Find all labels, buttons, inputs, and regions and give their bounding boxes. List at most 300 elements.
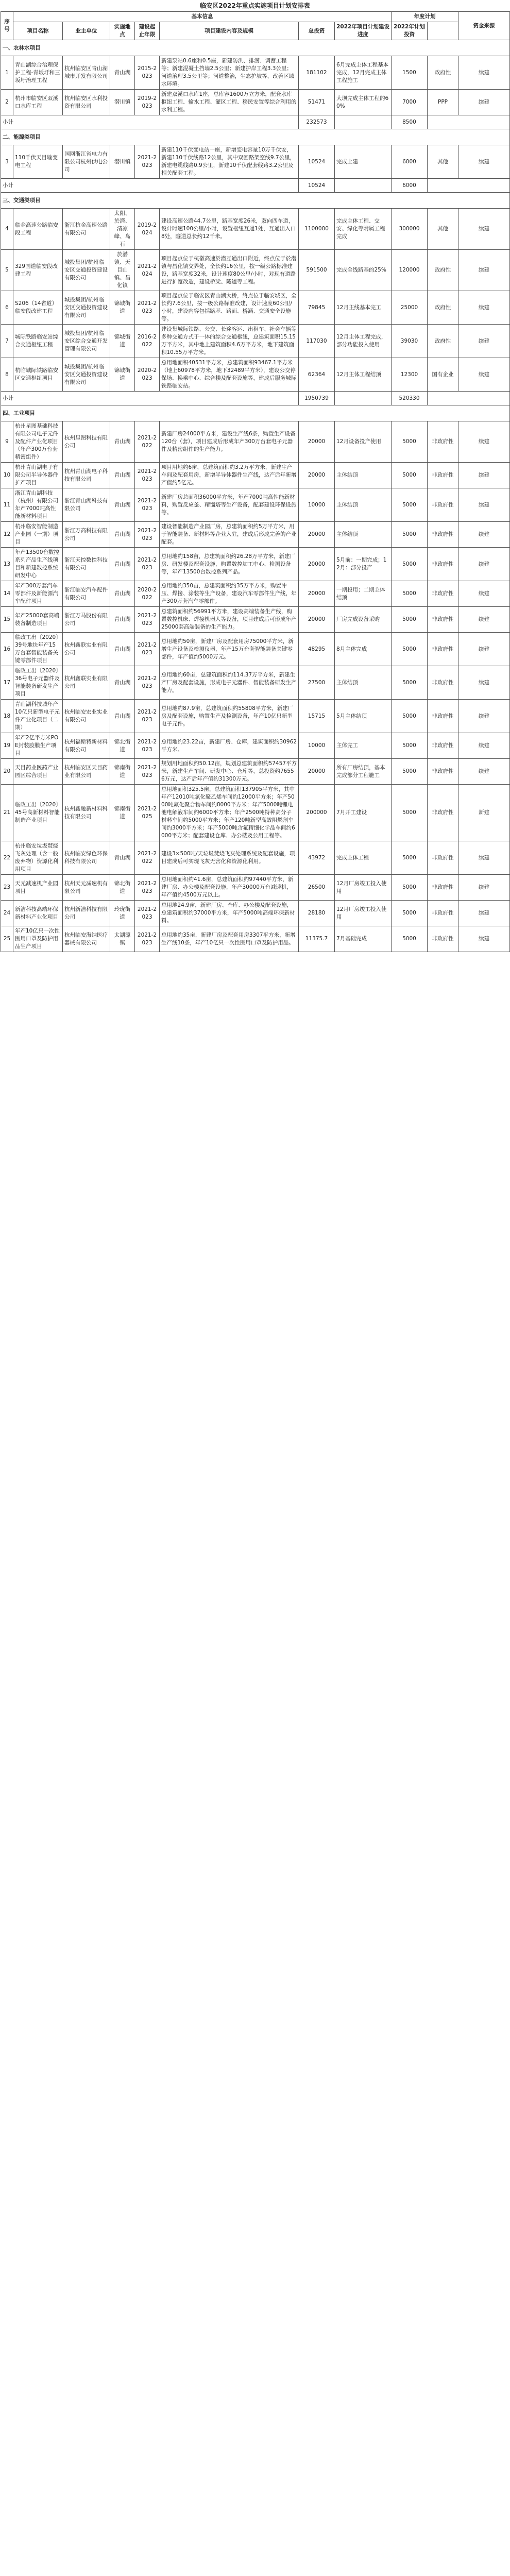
- stage: 续建: [458, 607, 510, 633]
- total-investment: 591500: [299, 250, 335, 291]
- total-investment: 200000: [299, 785, 335, 841]
- content: 新建双溪口水库1座，总库容1600万立方米，配套水库枢纽工程、输水工程、灌区工程、移民安置等综合利用的水利工程。: [160, 90, 299, 115]
- location: 青山湖: [110, 421, 135, 463]
- planned-investment: 5000: [392, 700, 428, 733]
- fund-source: 非政府性: [428, 841, 458, 875]
- planned-investment: 5000: [392, 463, 428, 488]
- stage: 续建: [458, 926, 510, 952]
- subtotal-blank: [428, 179, 510, 193]
- planned-investment: 5000: [392, 785, 428, 841]
- planned-investment: 39030: [392, 325, 428, 358]
- fund-source: 非政府性: [428, 700, 458, 733]
- table-row: [1, 841, 510, 875]
- table-row: [1, 421, 510, 463]
- progress: 8月主体完成: [335, 633, 392, 666]
- progress: 12月厂房竣工投入使用: [335, 901, 392, 926]
- location: 青山湖: [110, 548, 135, 581]
- subtotal-blank: [335, 179, 392, 193]
- progress: 大坝完成主体工程的60%: [335, 90, 392, 115]
- table-row: [1, 325, 510, 358]
- period: 2019-2023: [135, 90, 160, 115]
- location: 青山湖: [110, 56, 135, 90]
- project-name: 临政工出〔2020〕45号高新材料智能制造产业项目: [13, 785, 63, 841]
- progress: 12月主线基本完工: [335, 291, 392, 325]
- section-header-row: [1, 40, 510, 56]
- owner-unit: 杭州天元减速机有限公司: [63, 875, 110, 901]
- location: 青山湖: [110, 841, 135, 875]
- section-label: 一、农林水项目: [1, 40, 510, 56]
- subtotal-invest: 8500: [392, 115, 428, 129]
- stage: 续建: [458, 421, 510, 463]
- owner-unit: 杭州鑫联实业有限公司: [63, 633, 110, 666]
- planned-investment: 5000: [392, 581, 428, 607]
- stage: 续建: [458, 250, 510, 291]
- progress: 完成全线路基的25%: [335, 250, 392, 291]
- owner-unit: 杭州新洁科技有限公司: [63, 901, 110, 926]
- total-investment: 20000: [299, 421, 335, 463]
- stage: 续建: [458, 875, 510, 901]
- location: 锦城街道: [110, 358, 135, 392]
- period: 2021-2022: [135, 841, 160, 875]
- total-investment: 20000: [299, 759, 335, 785]
- project-name: 天元减速机产业园项目: [13, 875, 63, 901]
- subtotal-total: 232573: [299, 115, 335, 129]
- row-number: 25: [1, 926, 13, 952]
- progress: 完成主体工程、交安、绿化等附属工程完成: [335, 209, 392, 250]
- table-row: [1, 548, 510, 581]
- project-name: 浙江青山湖科技（杭州）有限公司年产7000吨高性能新材料项目: [13, 488, 63, 522]
- row-number: 15: [1, 607, 13, 633]
- content: 新建泵站0.6座和0.5座，新建防洪、排涝、调蓄工程等；新建混凝土挡墙2.5公里；新建护岸工程3.3公里；河道治理3.5公里等；河道整治，生态护坡等，改善区域水环境。: [160, 56, 299, 90]
- content: 新建厂房24000平方米，建设生产线6条，购置生产设备120台（套），项目建成后形成年产300万台套电子元器件及精密组件的生产能力。: [160, 421, 299, 463]
- section-label: 三、交通类项目: [1, 193, 510, 209]
- content: 项目起点位于临安区青山湖大桥，终点位于临安城区，全长约7.6公里，按一级公路标准改建，设计速度60公里/小时，建设内容包括路基、路面、桥涵、交通安全设施等。: [160, 291, 299, 325]
- table-row: [1, 875, 510, 901]
- project-name: S206（14省道）临安段改建工程: [13, 291, 63, 325]
- period: 2020-2023: [135, 358, 160, 392]
- total-investment: 20000: [299, 581, 335, 607]
- content: 总建筑面积约56991平方米，建设高端装备生产线，购置数控机床、焊接机器人等设备，项目建成后可形成年产25000套高端装备的生产能力。: [160, 607, 299, 633]
- progress: 12月主体工程完成，部分功能投入使用: [335, 325, 392, 358]
- owner-unit: 城投集团/杭州临安区综合交通开发管理有限公司: [63, 325, 110, 358]
- fund-source: 非政府性: [428, 548, 458, 581]
- row-number: 10: [1, 463, 13, 488]
- total-investment: 20000: [299, 463, 335, 488]
- table-row: [1, 926, 510, 952]
- period: 2021-2023: [135, 733, 160, 759]
- total-investment: 20000: [299, 548, 335, 581]
- total-investment: 26500: [299, 875, 335, 901]
- location: 太湖源镇: [110, 926, 135, 952]
- progress: 12月主体工程结顶: [335, 358, 392, 392]
- location: 青山湖: [110, 666, 135, 700]
- location: 潜川镇: [110, 90, 135, 115]
- total-investment: 62364: [299, 358, 335, 392]
- progress: 厂房完成设备采购: [335, 607, 392, 633]
- period: 2021-2023: [135, 633, 160, 666]
- subtotal-label: 小计: [1, 179, 299, 193]
- plan-table-body: [1, 40, 510, 952]
- fund-source: 其他: [428, 145, 458, 179]
- header-basic-info: 基本信息: [13, 12, 392, 22]
- total-investment: 43972: [299, 841, 335, 875]
- owner-unit: 杭州临安区青山湖城市开发有限公司: [63, 56, 110, 90]
- planned-investment: 5000: [392, 901, 428, 926]
- planned-investment: 5000: [392, 607, 428, 633]
- project-name: 杭州临安智能制造产业园（一期）项目: [13, 522, 63, 548]
- subtotal-row: [1, 115, 510, 129]
- row-number: 23: [1, 875, 13, 901]
- location: 青山湖: [110, 633, 135, 666]
- row-number: 21: [1, 785, 13, 841]
- total-investment: 51471: [299, 90, 335, 115]
- table-row: [1, 633, 510, 666]
- period: 2021-2023: [135, 291, 160, 325]
- total-investment: 10524: [299, 145, 335, 179]
- location: 青山湖: [110, 463, 135, 488]
- stage: 续建: [458, 145, 510, 179]
- row-number: 18: [1, 700, 13, 733]
- header-period: 建设起止年限: [135, 22, 160, 40]
- owner-unit: 城投集团/杭州临安区交通投资建设有限公司: [63, 358, 110, 392]
- table-row: [1, 209, 510, 250]
- planned-investment: 5000: [392, 875, 428, 901]
- location: 锦北街道: [110, 733, 135, 759]
- fund-source: 非政府性: [428, 759, 458, 785]
- stage: 续建: [458, 581, 510, 607]
- table-row: [1, 488, 510, 522]
- period: 2021-2022: [135, 421, 160, 463]
- owner-unit: 浙江临安汽车配件有限公司: [63, 581, 110, 607]
- project-name: 临政工出〔2020〕39号地块年产15万台套智能装备关键零部件项目: [13, 633, 63, 666]
- table-row: [1, 463, 510, 488]
- project-name: 年产10亿只一次性医用口罩及防护用品生产项目: [13, 926, 63, 952]
- subtotal-total: 10524: [299, 179, 335, 193]
- project-name: 新洁科技高端环保新材料产业化项目: [13, 901, 63, 926]
- total-investment: 15715: [299, 700, 335, 733]
- row-number: 5: [1, 250, 13, 291]
- content: 项目用地约6亩，总建筑面积约3.2万平方米，新建生产车间及配套用房，新增半导体器件生产线，达产后年新增产值约5亿元。: [160, 463, 299, 488]
- content: 总用地约158亩，总建筑面积约26.28万平方米，新建厂房、研发楼及配套设施，购置数控加工中心、检测设备等，年产13500台数控系列产品。: [160, 548, 299, 581]
- row-number: 1: [1, 56, 13, 90]
- planned-investment: 5000: [392, 841, 428, 875]
- period: 2021-2023: [135, 666, 160, 700]
- planned-investment: 1500: [392, 56, 428, 90]
- table-row: [1, 700, 510, 733]
- planned-investment: 300000: [392, 209, 428, 250]
- stage: 续建: [458, 633, 510, 666]
- owner-unit: 杭州临安区天目药业有限公司: [63, 759, 110, 785]
- stage: 续建: [458, 209, 510, 250]
- project-name: 杭州青山湖电子有限公司半导体器件扩产项目: [13, 463, 63, 488]
- content: 建设高速公路44.7公里，路基宽度26米，双向四车道，设计时速100公里/小时，设置枢纽互通1处，互通出入口8处，隧道总长约12千米。: [160, 209, 299, 250]
- location: 潜川镇: [110, 145, 135, 179]
- planned-investment: 5000: [392, 421, 428, 463]
- stage: 续建: [458, 700, 510, 733]
- content: 规划用地面积约50.12亩，规划总建筑面积约57457平方米，新建生产车间、研发中心、仓库等，总投资约76556万元，达产后年产值约31300万元。: [160, 759, 299, 785]
- fund-source: 非政府性: [428, 926, 458, 952]
- row-number: 17: [1, 666, 13, 700]
- project-name: 临金高速公路临安段工程: [13, 209, 63, 250]
- owner-unit: 浙江天控数控科技有限公司: [63, 548, 110, 581]
- subtotal-blank: [428, 115, 510, 129]
- total-investment: 117030: [299, 325, 335, 358]
- subtotal-total: 1950739: [299, 392, 335, 405]
- total-investment: 28180: [299, 901, 335, 926]
- header-invest: 2022年计划投资: [392, 22, 428, 40]
- location: 青山湖: [110, 607, 135, 633]
- row-number: 6: [1, 291, 13, 325]
- progress: 主体结顶: [335, 522, 392, 548]
- table-row: [1, 785, 510, 841]
- progress: 所有厂房结顶，基本完成部分工程施工: [335, 759, 392, 785]
- stage: 续建: [458, 841, 510, 875]
- content: 总用地面积约41.6亩，总建筑面积约97440平方米，新建厂房、办公楼及配套设施，年产30000万台减速机，年产值约4500万元以上。: [160, 875, 299, 901]
- section-header-row: [1, 129, 510, 145]
- period: 2021-2023: [135, 875, 160, 901]
- document-title: 临安区2022年重点实施项目计划安排表: [200, 2, 310, 9]
- total-investment: 10000: [299, 488, 335, 522]
- fund-source: 非政府性: [428, 463, 458, 488]
- content: 新建110千伏变电站一座，新增变电容量10万千伏安，新建110千伏线路12公里，其中双回路架空线9.7公里，新建电缆线路0.9公里，新建10千伏配套线路3.2公里及相关配套工程。: [160, 145, 299, 179]
- content: 总用地约50亩，新建厂房及配套用房75000平方米，新增生产设备及检测仪器，年产15万台套智能装备关键零部件，年产值约5000万元。: [160, 633, 299, 666]
- row-number: 2: [1, 90, 13, 115]
- project-name: 年产2亿平方米POE封装胶膜生产项目: [13, 733, 63, 759]
- period: 2021-2023: [135, 548, 160, 581]
- owner-unit: 浙江万马股份有限公司: [63, 607, 110, 633]
- location: 青山湖: [110, 700, 135, 733]
- stage: 续建: [458, 901, 510, 926]
- stage: 续建: [458, 463, 510, 488]
- total-investment: 10000: [299, 733, 335, 759]
- content: 总用地约35亩，新建厂房及配套用房3307平方米，新增生产线10条，年产10亿只一次性医用口罩及防护用品。: [160, 926, 299, 952]
- plan-table: [1, 11, 510, 952]
- header-progress: 2022年项目计划建设进度: [335, 22, 392, 40]
- table-row: [1, 607, 510, 633]
- row-number: 8: [1, 358, 13, 392]
- fund-source: 非政府性: [428, 421, 458, 463]
- planned-investment: 5000: [392, 522, 428, 548]
- content: 总用地约23.22亩，新建厂房、仓库，建筑面积约30962平方米。: [160, 733, 299, 759]
- stage: 续建: [458, 291, 510, 325]
- fund-source: 非政府性: [428, 875, 458, 901]
- subtotal-row: [1, 392, 510, 405]
- period: 2021-2023: [135, 607, 160, 633]
- content: 建设3×500吨/天垃圾焚烧飞灰处理系统及配套设施，项目建成后可实现飞灰无害化和资源化利用。: [160, 841, 299, 875]
- section-label: 四、工业项目: [1, 405, 510, 421]
- period: 2021-2023: [135, 926, 160, 952]
- owner-unit: 城投集团/杭州临安区交通投资建设有限公司: [63, 291, 110, 325]
- planned-investment: 7000: [392, 90, 428, 115]
- location: 锦城街道: [110, 291, 135, 325]
- progress: 完成主体工程: [335, 841, 392, 875]
- planned-investment: 5000: [392, 488, 428, 522]
- stage: 续建: [458, 666, 510, 700]
- owner-unit: 城投集团/杭州临安区交通投资建设有限公司: [63, 250, 110, 291]
- content: 项目起点位于杭徽高速於潜互通出口附近，终点位于於潜镇与昌化镇交界处，全长约16公里，按一级公路标准建设，路基宽度32米，设计速度80公里/小时，对现有道路进行扩宽改造，建设桥梁、隧道等工程。: [160, 250, 299, 291]
- header-seq: 序号: [1, 12, 13, 40]
- row-number: 7: [1, 325, 13, 358]
- stage: 续建: [458, 358, 510, 392]
- section-header-row: [1, 193, 510, 209]
- location: 锦南街道: [110, 785, 135, 841]
- table-row: [1, 145, 510, 179]
- progress: 主体结顶: [335, 463, 392, 488]
- table-row: [1, 581, 510, 607]
- row-number: 16: [1, 633, 13, 666]
- content: 新建厂房总面积36000平方米，年产7000吨高性能新材料，购置反应釜、精馏塔等生产设备，配套建设环保设施等。: [160, 488, 299, 522]
- stage: 续建: [458, 548, 510, 581]
- progress: 6月完成主体工程基本完成，12月完成主体工程施工: [335, 56, 392, 90]
- period: 2021-2023: [135, 700, 160, 733]
- stage: 续建: [458, 759, 510, 785]
- project-name: 杭州市临安区双溪口水库工程: [13, 90, 63, 115]
- project-name: 杭州临安垃圾焚烧飞灰处理（含一般废弃物）资源化利用项目: [13, 841, 63, 875]
- subtotal-row: [1, 179, 510, 193]
- row-number: 14: [1, 581, 13, 607]
- planned-investment: 25000: [392, 291, 428, 325]
- row-number: 20: [1, 759, 13, 785]
- period: 2021-2023: [135, 145, 160, 179]
- project-name: 329国道临安段改建工程: [13, 250, 63, 291]
- progress: 一期投用；二期主体结顶: [335, 581, 392, 607]
- content: 总用地约87.9亩，总建筑面积约55808平方米，新建厂房及配套设施，购置生产及检测设备，年产10亿只新型电子元件。: [160, 700, 299, 733]
- location: 锦城街道: [110, 325, 135, 358]
- owner-unit: 国网浙江省电力有限公司杭州供电公司: [63, 145, 110, 179]
- content: 总用地面积40531平方米，总建筑面积93467.1平方米（地上60978平方米，地下32489平方米），建设公交停保场、换乘中心、综合楼及配套设施等，建成后服务城际铁路临安站。: [160, 358, 299, 392]
- owner-unit: 杭州青山湖电子科技有限公司: [63, 463, 110, 488]
- progress: 12月设备投产使用: [335, 421, 392, 463]
- total-investment: 20000: [299, 522, 335, 548]
- table-row: [1, 666, 510, 700]
- fund-source: 政府性: [428, 291, 458, 325]
- row-number: 19: [1, 733, 13, 759]
- fund-source: 政府性: [428, 56, 458, 90]
- subtotal-label: 小计: [1, 115, 299, 129]
- progress: 7月基础完成: [335, 926, 392, 952]
- location: 青山湖: [110, 522, 135, 548]
- fund-source: 国有企业: [428, 358, 458, 392]
- project-name: 110千伏天目输变电工程: [13, 145, 63, 179]
- progress: 主体完工: [335, 733, 392, 759]
- owner-unit: 杭州临安绿色环保科技有限公司: [63, 841, 110, 875]
- stage: 续建: [458, 56, 510, 90]
- project-name: 青山湖科技城年产10亿只新型电子元件产业化项目（二期）: [13, 700, 63, 733]
- row-number: 4: [1, 209, 13, 250]
- fund-source: 政府性: [428, 250, 458, 291]
- period: 2021-2023: [135, 488, 160, 522]
- project-name: 城际铁路临安站综合交通枢纽工程: [13, 325, 63, 358]
- stage: 续建: [458, 733, 510, 759]
- location: 锦南街道: [110, 759, 135, 785]
- row-number: 3: [1, 145, 13, 179]
- stage: 新建: [458, 785, 510, 841]
- subtotal-blank: [428, 392, 510, 405]
- stage: 续建: [458, 522, 510, 548]
- planned-investment: 5000: [392, 666, 428, 700]
- progress: 主体结顶: [335, 488, 392, 522]
- planned-investment: 12300: [392, 358, 428, 392]
- subtotal-label: 小计: [1, 392, 299, 405]
- progress: 5月主体结顶: [335, 700, 392, 733]
- fund-source: 非政府性: [428, 633, 458, 666]
- table-row: [1, 250, 510, 291]
- stage: 续建: [458, 488, 510, 522]
- header-annual-plan: 年度计划: [392, 12, 458, 22]
- period: 2021-2023: [135, 522, 160, 548]
- table-row: [1, 733, 510, 759]
- content: 建设智能制造产业园厂房，总建筑面积约5万平方米，用于智能装备、新材料等企业入驻，建成后形成完善的产业配套。: [160, 522, 299, 548]
- header-content: 项目建设内容及规模: [160, 22, 299, 40]
- fund-source: 非政府性: [428, 522, 458, 548]
- planned-investment: 5000: [392, 759, 428, 785]
- row-number: 24: [1, 901, 13, 926]
- total-investment: 181102: [299, 56, 335, 90]
- progress: 12月厂房竣工投入使用: [335, 875, 392, 901]
- fund-source: 政府性: [428, 325, 458, 358]
- owner-unit: 浙江青山湖科技有限公司: [63, 488, 110, 522]
- period: 2021-2023: [135, 463, 160, 488]
- location: 青山湖: [110, 581, 135, 607]
- progress: 7月开工建设: [335, 785, 392, 841]
- fund-source: 非政府性: [428, 733, 458, 759]
- content: 总用地24.9亩，新建厂房、仓库、办公楼及配套设施，总建筑面积约37000平方米，年产5000吨高端环保新材料。: [160, 901, 299, 926]
- subtotal-invest: 6000: [392, 179, 428, 193]
- header-total: 总投资: [299, 22, 335, 40]
- fund-source: 非政府性: [428, 581, 458, 607]
- fund-source: 其他: [428, 209, 458, 250]
- fund-source: 非政府性: [428, 607, 458, 633]
- owner-unit: 杭州福斯特新材料有限公司: [63, 733, 110, 759]
- location: 於潜镇、天目山镇、昌化镇: [110, 250, 135, 291]
- progress: 5月前：一期完成；12月：部分投产: [335, 548, 392, 581]
- total-investment: 11375.7: [299, 926, 335, 952]
- period: 2015-2023: [135, 56, 160, 90]
- row-number: 9: [1, 421, 13, 463]
- planned-investment: 120000: [392, 250, 428, 291]
- content: 总用地约350亩，总建筑面积约35万平方米，购置冲压、焊接、涂装等生产设备，建设汽车零部件生产线，年产300万套汽车零部件。: [160, 581, 299, 607]
- content: 总用地约60亩，总建筑面积约114.37万平方米，新建生产厂房及配套设施，形成电子元器件、智能装备研发生产能力。: [160, 666, 299, 700]
- section-label: 二、能源类项目: [1, 129, 510, 145]
- table-row: [1, 901, 510, 926]
- subtotal-invest: 520330: [392, 392, 428, 405]
- owner-unit: 杭州星图科技有限公司: [63, 421, 110, 463]
- table-row: [1, 291, 510, 325]
- owner-unit: 杭州临安宏业实业有限公司: [63, 700, 110, 733]
- table-row: [1, 56, 510, 90]
- header-source: 资金来源: [458, 12, 510, 40]
- planned-investment: 5000: [392, 926, 428, 952]
- fund-source: 非政府性: [428, 785, 458, 841]
- project-name: 临政工出〔2020〕36号电子元器件及智能装备研发生产项目: [13, 666, 63, 700]
- progress: 主体结顶: [335, 666, 392, 700]
- total-investment: 20000: [299, 607, 335, 633]
- fund-source: 非政府性: [428, 666, 458, 700]
- location: 太阳、於潜、清凉峰、岛石: [110, 209, 135, 250]
- row-number: 12: [1, 522, 13, 548]
- content: 建设集城际铁路、公交、长途客运、出租车、社会车辆等多种交通方式于一体的综合交通枢纽，总建筑面积15.15万平方米，其中地上建筑面积4.6万平方米，地下建筑面积10.55万平方米。: [160, 325, 299, 358]
- owner-unit: 浙江万高科技有限公司: [63, 522, 110, 548]
- period: 2021-2024: [135, 250, 160, 291]
- project-name: 青山湖综合治理保护工程-青坂圩和三坂圩治理工程: [13, 56, 63, 90]
- period: 2020-2022: [135, 581, 160, 607]
- location: 青山湖: [110, 488, 135, 522]
- planned-investment: 5000: [392, 733, 428, 759]
- table-row: [1, 90, 510, 115]
- total-investment: 27500: [299, 666, 335, 700]
- owner-unit: 杭州鑫融新材料科技有限公司: [63, 785, 110, 841]
- project-name: 年产300万套汽车零部件及新能源汽车配件项目: [13, 581, 63, 607]
